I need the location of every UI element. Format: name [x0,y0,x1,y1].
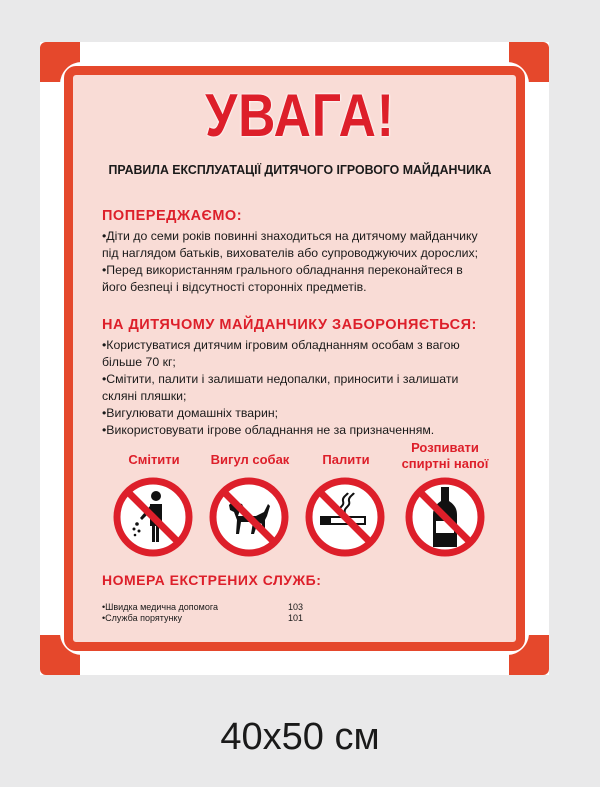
warning-line: під наглядом батьків, вихователів або супроводжуючих дорослих; [102,246,479,260]
prohibited-text [102,337,502,439]
prohibited-line: •Смітити, палити і залишати недопалки, приносити і залишати [102,372,459,386]
prohibited-line: •Вигулювати домашніх тварин; [102,406,279,420]
prohibited-line: •Використовувати ігрове обладнання не за призначенням. [102,423,435,437]
sign-subtitle: ПРАВИЛА ЕКСПЛУАТАЦІЇ ДИТЯЧОГО ІГРОВОГО МАЙДАНЧИКА [108,162,492,177]
icon-label-smoking: Палити [322,452,370,467]
emergency-heading: НОМЕРА ЕКСТРЕНИХ СЛУЖБ: [102,572,322,588]
warning-line: •Перед використанням грального обладнання переконайтеся в [102,263,463,277]
warning-line: його безпеці і відсутності сторонніх предметів. [102,280,367,294]
prohibited-heading: НА ДИТЯЧОМУ МАЙДАНЧИКУ ЗАБОРОНЯЄТЬСЯ: [102,317,477,333]
warning-heading: ПОПЕРЕДЖАЄМО: [102,208,243,224]
size-label: 40x50 см [220,716,380,758]
service-number: 101 [288,613,304,623]
service-number: 103 [288,602,304,612]
warning-text [102,228,502,296]
littering-icon [111,475,195,559]
service-name: •Швидка медична допомога [102,602,218,612]
icon-label-littering: Смітити [128,452,180,467]
icon-label-alcohol: Розпивати спиртні напої [401,440,489,471]
prohibited-line: більше 70 кг; [102,355,176,369]
prohibited-line: скляні пляшки; [102,389,187,403]
icon-label-dogs: Вигул собак [210,452,290,467]
emergency-services [102,602,312,624]
sign-title: УВАГА! [205,82,395,149]
service-row [102,613,312,624]
smoking-icon [303,475,387,559]
service-row [102,602,312,613]
dog-walking-icon [207,475,291,559]
service-name: •Служба порятунку [102,613,182,623]
bottle-icon [403,475,487,559]
prohibited-line: •Користуватися дитячим ігровим обладнанням особам з вагою [102,338,460,352]
warning-line: •Діти до семи років повинні знаходиться на дитячому майданчику [102,229,478,243]
